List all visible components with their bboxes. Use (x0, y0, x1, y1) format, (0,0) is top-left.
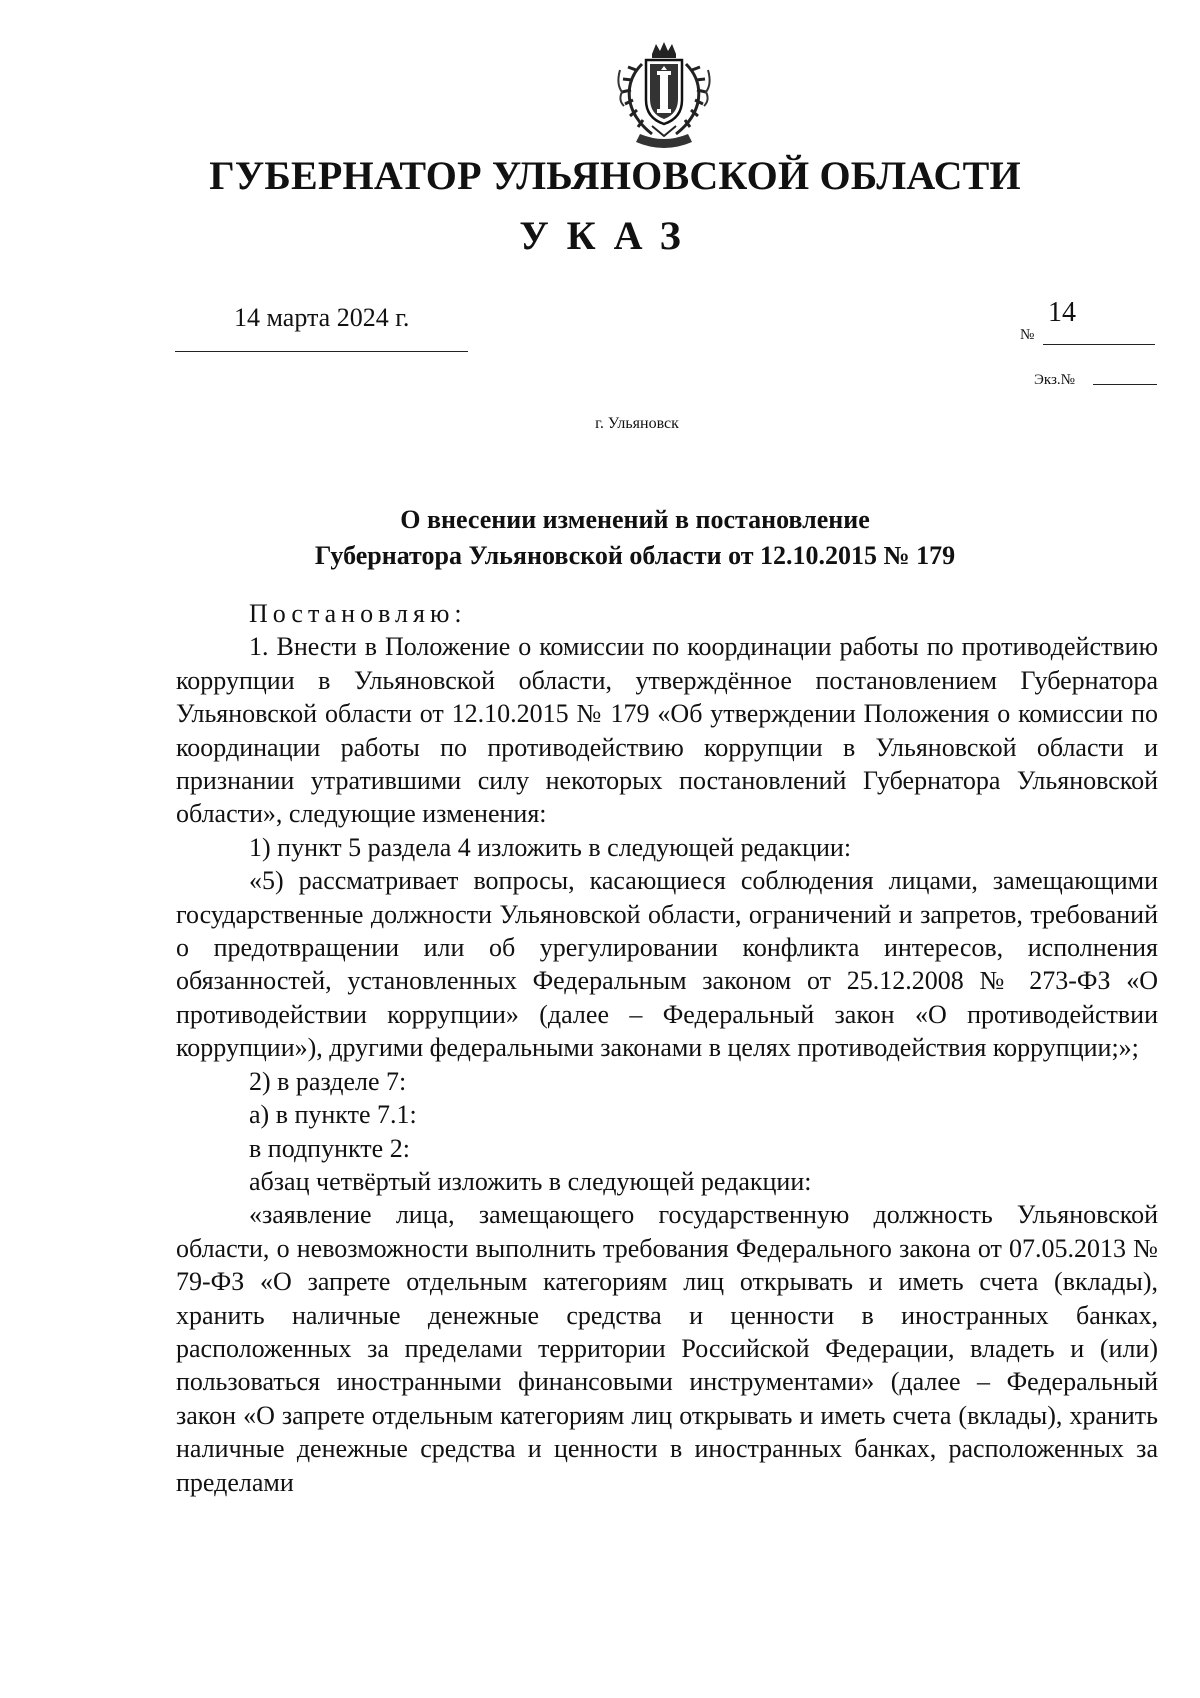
issuing-authority: ГУБЕРНАТОР УЛЬЯНОВСКОЙ ОБЛАСТИ (209, 153, 1021, 198)
decree-body (176, 597, 1158, 1499)
decree-date: 14 марта 2024 г. (234, 303, 410, 332)
decree-title-line-2: Губернатора Ульяновской области от 12.10.2015 № 179 (314, 541, 956, 570)
body-paragraph: абзац четвёртый изложить в следующей редакции: (249, 1166, 812, 1196)
number-underline (1043, 344, 1155, 345)
body-paragraph: 1. Внести в Положение о комиссии по координации работы по противодействию коррупции в Ульяновской области, утверждённое постановлением Губернатора Ульяновской области от 12.10.2015 № 179 «Об утверждении Положения о комиссии по координации работы по противодействию коррупции в Ульяновской области и признании утратившими силу некоторых постановлений Губернатора Ульяновской области», следующие изменения: (176, 632, 1158, 829)
resolve-phrase: Постановляю: (249, 599, 467, 628)
decree-title (0, 502, 1200, 574)
decree-number: 14 (1048, 297, 1076, 328)
document-type: УКАЗ (519, 213, 699, 258)
body-paragraph: «5) рассматривает вопросы, касающиеся соблюдения лицами, замещающими государственные должности Ульяновской области, ограничений и запретов, требований о предотвращении или об урегулировании конфликта интересов, исполнения обязанностей, установленных Федеральным законом от 25.12.2008 № 273-ФЗ «О противодействии коррупции» (далее – Федеральный закон «О противодействии коррупции»), другими федеральными законами в целях противодействия коррупции;»; (176, 866, 1158, 1063)
decree-title-line-1: О внесении изменений в постановление (400, 505, 870, 534)
body-paragraph: 1) пункт 5 раздела 4 изложить в следующей редакции: (249, 832, 852, 862)
date-underline (175, 351, 468, 352)
body-paragraph: а) в пункте 7.1: (249, 1100, 417, 1130)
coat-of-arms-icon (612, 40, 716, 158)
body-paragraph: 2) в разделе 7: (249, 1066, 407, 1096)
body-paragraph: в подпункте 2: (249, 1133, 410, 1163)
city: г. Ульяновск (595, 415, 679, 432)
copy-number-label: Экз.№ (1034, 372, 1075, 388)
body-paragraph: «заявление лица, замещающего государственную должность Ульяновской области, о невозможности выполнить требования Федерального закона от 07.05.2013 № 79-ФЗ «О запрете отдельным категориям лиц открывать и иметь счета (вклады), хранить наличные денежные средства и ценности в иностранных банках, расположенных за пределами территории Российской Федерации, владеть и (или) пользоваться иностранными финансовыми инструментами» (далее – Федеральный закон «О запрете отдельным категориям лиц открывать и иметь счета (вклады), хранить наличные денежные средства и ценности в иностранных банках, расположенных за пределами (176, 1200, 1158, 1497)
copy-number-underline (1093, 384, 1157, 385)
number-sign: № (1020, 327, 1035, 343)
